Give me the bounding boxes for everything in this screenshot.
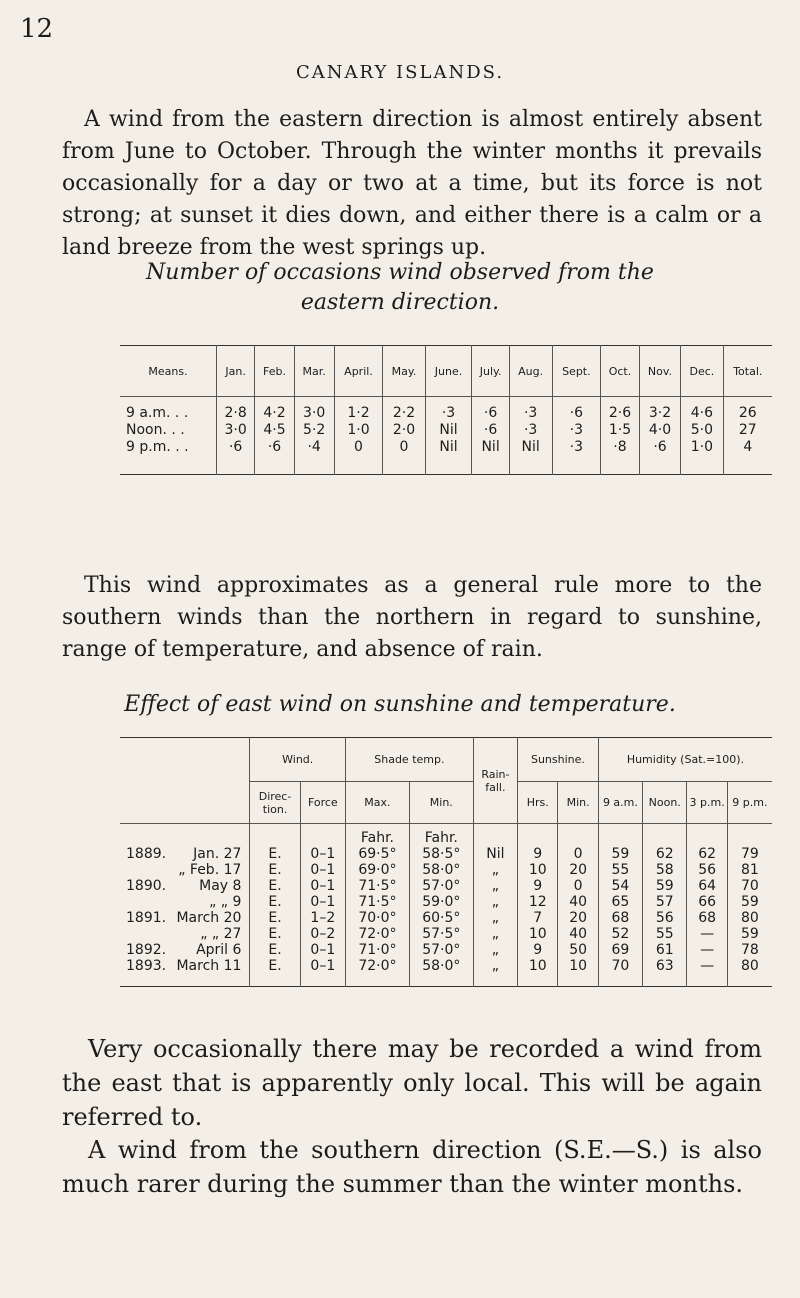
header-shade-temp: Shade temp. xyxy=(345,738,473,782)
table2-cell-min: 57·0° xyxy=(422,942,461,958)
table2-cell-h3pm: — xyxy=(700,926,715,942)
col-direction xyxy=(250,824,300,987)
table2-body-row xyxy=(120,824,772,987)
table1-cell: 3·0 xyxy=(303,405,326,421)
header-noon: Noon. xyxy=(642,782,686,824)
table2-cell-force: 0–1 xyxy=(310,942,336,958)
table1-cell: ·3 xyxy=(523,422,538,438)
table1-cell: ·4 xyxy=(307,439,321,455)
table2-year: 1891. xyxy=(126,910,167,926)
table1-cell: 1·2 xyxy=(347,405,370,421)
table2-cell-force: 0–1 xyxy=(310,862,336,878)
table2-date xyxy=(120,878,249,894)
table2-cell-h9am: 55 xyxy=(611,862,630,878)
header-wind: Wind. xyxy=(250,738,346,782)
table2-cell-hrs: 9 xyxy=(533,846,543,862)
table1-header-col: June. xyxy=(425,346,472,397)
table1-cell: 5·0 xyxy=(690,422,713,438)
table2-cell-rain: „ xyxy=(491,942,500,958)
table1-header-col: Mar. xyxy=(294,346,334,397)
table2-cell-hrs: 7 xyxy=(533,910,543,926)
header-sunshine: Sunshine. xyxy=(518,738,599,782)
table1-month-column xyxy=(601,397,640,475)
table2-cell-noon: 62 xyxy=(655,846,674,862)
table1-row-label: Noon. . . xyxy=(126,422,185,438)
table1-caption: Number of occasions wind observed from the eastern direction. xyxy=(146,260,654,315)
table-wind-occasions xyxy=(120,345,772,475)
table2-cell-h3pm: — xyxy=(700,958,715,974)
table1-cell: ·6 xyxy=(267,439,282,455)
table1-cell: 3·0 xyxy=(224,422,247,438)
table2-cell-mins: 20 xyxy=(569,862,588,878)
table1-header-col: Dec. xyxy=(681,346,723,397)
table2-cell-min: 58·0° xyxy=(422,958,461,974)
table1-header-col: Total. xyxy=(723,346,772,397)
table2-cell-mins: 0 xyxy=(573,846,583,862)
table2-day: April 6 xyxy=(196,942,242,958)
table2-cell-hrs: 12 xyxy=(528,894,547,910)
table2-cell-noon: 56 xyxy=(655,910,674,926)
table1-cell: 4·5 xyxy=(263,422,286,438)
table2-cell-h9am: 69 xyxy=(611,942,630,958)
table1-cell: ·3 xyxy=(523,405,538,421)
table2-cell-max: 69·0° xyxy=(358,862,397,878)
table1-body-row xyxy=(120,397,772,475)
paragraph-2: This wind approximates as a general rule more to the southern winds than the northern in regard to sunshine, range of temperature, and absence of rain. xyxy=(62,573,762,662)
table2-cell-h9am: 70 xyxy=(611,958,630,974)
table2-year: 1892. xyxy=(126,942,167,958)
table1-row-label: 9 a.m. . . xyxy=(126,405,189,421)
table2-date xyxy=(120,910,249,926)
paragraph-3: Very occasionally there may be recorded a wind from the east that is apparently only local. This will be again referred to. xyxy=(62,1035,762,1131)
table2-cell-direction: E. xyxy=(268,894,282,910)
table2-cell-h3pm: 66 xyxy=(698,894,717,910)
header-mins: Min. xyxy=(558,782,598,824)
table2-date-header xyxy=(120,738,250,824)
table1-cell: 4 xyxy=(743,439,753,455)
table1-cell: Nil xyxy=(521,439,540,455)
table2-cell-h9am: 65 xyxy=(611,894,630,910)
table1-cell: 27 xyxy=(738,422,757,438)
table1-cell: ·6 xyxy=(653,439,667,455)
table1-month-column xyxy=(217,397,255,475)
table2-cell-rain: „ xyxy=(491,910,500,926)
table2-cell-h9pm: 80 xyxy=(740,958,759,974)
table1-row-labels xyxy=(120,397,217,475)
table2-year: 1890. xyxy=(126,878,167,894)
table2-cell-mins: 10 xyxy=(569,958,588,974)
table2-date xyxy=(120,846,249,862)
col-9pm xyxy=(727,824,772,987)
header-rainfall: Rain-fall. xyxy=(473,738,517,824)
table2-cell-h3pm: 62 xyxy=(698,846,717,862)
table2-cell-min: 59·0° xyxy=(422,894,461,910)
header-9am: 9 a.m. xyxy=(598,782,642,824)
header-3pm: 3 p.m. xyxy=(687,782,727,824)
table2-cell-noon: 59 xyxy=(655,878,674,894)
table2-cell-direction: E. xyxy=(268,958,282,974)
table1-header-col: May. xyxy=(383,346,425,397)
table1-cell: ·6 xyxy=(569,405,584,421)
table2-cell-h9pm: 80 xyxy=(740,910,759,926)
table2-date xyxy=(120,942,249,958)
col-rain xyxy=(473,824,517,987)
table2-cell-max: 71·5° xyxy=(358,894,397,910)
page-number: 12 xyxy=(20,14,54,44)
table1-cell: 0 xyxy=(354,439,363,455)
table1-cell: 4·2 xyxy=(263,405,286,421)
table1-month-column xyxy=(681,397,723,475)
header-force: Force xyxy=(300,782,345,824)
table2-cell-h9am: 54 xyxy=(611,878,630,894)
table2-cell-min: 58·5° xyxy=(422,846,461,862)
table1-cell: 4·0 xyxy=(648,422,672,438)
table2-cell-h3pm: 68 xyxy=(698,910,717,926)
col-date xyxy=(120,824,250,987)
col-max xyxy=(345,824,409,987)
table1-month-column xyxy=(425,397,472,475)
table2-cell-rain: „ xyxy=(491,862,500,878)
table1-cell: 5·2 xyxy=(303,422,326,438)
table1-cell: ·8 xyxy=(613,439,627,455)
table2-cell-max: 72·0° xyxy=(358,958,397,974)
table2-cell-rain: Nil xyxy=(486,846,505,862)
paragraph-4: A wind from the southern direction (S.E.—S.) is also much rarer during the summer than the winter months. xyxy=(62,1136,762,1198)
table1-cell: ·3 xyxy=(441,405,456,421)
table2-cell-force: 0–2 xyxy=(310,926,336,942)
table2-cell-hrs: 10 xyxy=(528,926,547,942)
table2-cell-force: 0–1 xyxy=(310,894,336,910)
table1-month-column xyxy=(723,397,772,475)
table2-cell-max: 72·0° xyxy=(358,926,397,942)
table1-cell: ·6 xyxy=(483,422,498,438)
table2-cell-hrs: 10 xyxy=(528,958,547,974)
table1-cell: ·3 xyxy=(569,439,584,455)
table2-cell-h9pm: 78 xyxy=(740,942,759,958)
table2-date xyxy=(120,894,249,910)
table1-cell: Nil xyxy=(481,439,500,455)
table2-cell-noon: 55 xyxy=(655,926,674,942)
table2-cell-h3pm: 64 xyxy=(698,878,717,894)
table1-cell: 2·0 xyxy=(392,422,416,438)
table2-cell-h9pm: 59 xyxy=(740,926,759,942)
table1-cell: 26 xyxy=(738,405,757,421)
table2-cell-noon: 58 xyxy=(655,862,674,878)
table1-cell: ·3 xyxy=(569,422,584,438)
table1-cell: Nil xyxy=(439,422,458,438)
table2-day: March 11 xyxy=(176,958,242,974)
table1-header-col: Sept. xyxy=(552,346,601,397)
table2-year: 1893. xyxy=(126,958,167,974)
table2-cell-mins: 40 xyxy=(569,894,588,910)
col-noon xyxy=(642,824,686,987)
table1-header-col: July. xyxy=(472,346,509,397)
table1-cell: 0 xyxy=(399,439,409,455)
table2-cell-h9pm: 79 xyxy=(740,846,759,862)
table2-cell-min: 57·0° xyxy=(422,878,461,894)
max-unit: Fahr. xyxy=(360,830,394,846)
table1-header-col: Feb. xyxy=(255,346,294,397)
table-east-wind-effect xyxy=(120,737,772,987)
table2-cell-force: 1–2 xyxy=(310,910,336,926)
running-head: CANARY ISLANDS. xyxy=(295,62,505,83)
table1-header-row xyxy=(120,346,772,397)
table1-cell: 2·6 xyxy=(608,405,632,421)
table2-cell-min: 58·0° xyxy=(422,862,461,878)
table2-cell-max: 71·0° xyxy=(358,942,397,958)
table2-cell-noon: 63 xyxy=(655,958,674,974)
header-direction: Direc-tion. xyxy=(250,782,300,824)
table1-month-column xyxy=(334,397,383,475)
col-hrs xyxy=(518,824,558,987)
table1-cell: 2·2 xyxy=(392,405,416,421)
table2-cell-noon: 61 xyxy=(655,942,674,958)
table1-cell: 2·8 xyxy=(224,405,247,421)
table2-year xyxy=(120,862,130,878)
table1-month-column xyxy=(383,397,425,475)
table2-cell-direction: E. xyxy=(268,926,282,942)
table1-cell: ·6 xyxy=(483,405,498,421)
header-humidity: Humidity (Sat.=100). xyxy=(598,738,772,782)
table2-year xyxy=(120,926,130,942)
table1-month-column xyxy=(509,397,552,475)
table1-header-col: Aug. xyxy=(509,346,552,397)
table2-cell-h3pm: 56 xyxy=(698,862,717,878)
table2-caption: Effect of east wind on sunshine and temperature. xyxy=(124,692,676,717)
table2-cell-hrs: 10 xyxy=(528,862,547,878)
table2-cell-h9am: 52 xyxy=(611,926,630,942)
table1-header-col: Jan. xyxy=(217,346,255,397)
header-hrs: Hrs. xyxy=(518,782,558,824)
col-min xyxy=(409,824,473,987)
col-9am xyxy=(598,824,642,987)
table1-header-means: Means. xyxy=(120,346,217,397)
table2-cell-force: 0–1 xyxy=(310,958,336,974)
table2-cell-force: 0–1 xyxy=(310,878,336,894)
table2-cell-rain: „ xyxy=(491,958,500,974)
table2-day: „ „ 9 xyxy=(209,894,242,910)
table2-cell-hrs: 9 xyxy=(533,878,543,894)
table2-cell-direction: E. xyxy=(268,910,282,926)
table2-cell-rain: „ xyxy=(491,878,500,894)
table1-month-column xyxy=(552,397,601,475)
table2-cell-h9pm: 81 xyxy=(740,862,759,878)
table1-cell: 1·5 xyxy=(608,422,632,438)
table2-day: May 8 xyxy=(199,878,242,894)
table1-cell: 3·2 xyxy=(648,405,672,421)
table2-cell-mins: 40 xyxy=(569,926,588,942)
table1-cell: Nil xyxy=(439,439,458,455)
table2-year xyxy=(120,894,130,910)
table2-day: „ „ 27 xyxy=(200,926,242,942)
table2-day: March 20 xyxy=(176,910,242,926)
table1-month-column xyxy=(639,397,680,475)
table2-cell-h9pm: 59 xyxy=(740,894,759,910)
table1-month-column xyxy=(472,397,509,475)
table2-cell-h3pm: — xyxy=(700,942,715,958)
table2-cell-min: 57·5° xyxy=(422,926,461,942)
table1-month-column xyxy=(255,397,294,475)
table2-date xyxy=(120,862,249,878)
table2-cell-h9pm: 70 xyxy=(740,878,759,894)
table2-cell-mins: 0 xyxy=(573,878,583,894)
table1-header-col: April. xyxy=(334,346,383,397)
table2-cell-h9am: 59 xyxy=(611,846,630,862)
table1-header-col: Oct. xyxy=(601,346,640,397)
table2-cell-min: 60·5° xyxy=(422,910,461,926)
table2-cell-mins: 50 xyxy=(569,942,588,958)
header-9pm: 9 p.m. xyxy=(727,782,772,824)
header-max: Max. xyxy=(345,782,409,824)
table2-cell-mins: 20 xyxy=(569,910,588,926)
table2-day: Jan. 27 xyxy=(193,846,242,862)
min-unit: Fahr. xyxy=(424,830,458,846)
paragraph-1: A wind from the eastern direction is almost entirely absent from June to October. Through the winter months it prevails occasionally for a day or two at a time, but its force is not strong; at sunset it dies down, and either there is a calm or a land breeze from the west springs up. xyxy=(62,107,762,260)
table2-cell-max: 71·5° xyxy=(358,878,397,894)
table2-year: 1889. xyxy=(126,846,167,862)
col-mins xyxy=(558,824,598,987)
table2-cell-max: 70·0° xyxy=(358,910,397,926)
table2-cell-direction: E. xyxy=(268,942,282,958)
table2-cell-force: 0–1 xyxy=(310,846,336,862)
table1-cell: ·6 xyxy=(228,439,243,455)
table2-cell-h9am: 68 xyxy=(611,910,630,926)
table1-month-column xyxy=(294,397,334,475)
table2-cell-hrs: 9 xyxy=(533,942,543,958)
table1-cell: 4·6 xyxy=(690,405,713,421)
table2-cell-direction: E. xyxy=(268,846,282,862)
table2-date xyxy=(120,958,249,974)
table1-cell: 1·0 xyxy=(690,439,713,455)
date-list xyxy=(120,824,249,986)
col-3pm xyxy=(687,824,727,987)
table1-header-col: Nov. xyxy=(639,346,680,397)
table2-cell-noon: 57 xyxy=(655,894,674,910)
table1-cell: 1·0 xyxy=(347,422,370,438)
table2-cell-rain: „ xyxy=(491,926,500,942)
table2-day: „ Feb. 17 xyxy=(178,862,242,878)
table2-group-header xyxy=(120,738,772,782)
table2-cell-max: 69·5° xyxy=(358,846,397,862)
header-min: Min. xyxy=(409,782,473,824)
table2-date xyxy=(120,926,249,942)
table2-cell-rain: „ xyxy=(491,894,500,910)
col-force xyxy=(300,824,345,987)
table2-cell-direction: E. xyxy=(268,862,282,878)
table1-row-label: 9 p.m. . . xyxy=(126,439,189,455)
table2-cell-direction: E. xyxy=(268,878,282,894)
